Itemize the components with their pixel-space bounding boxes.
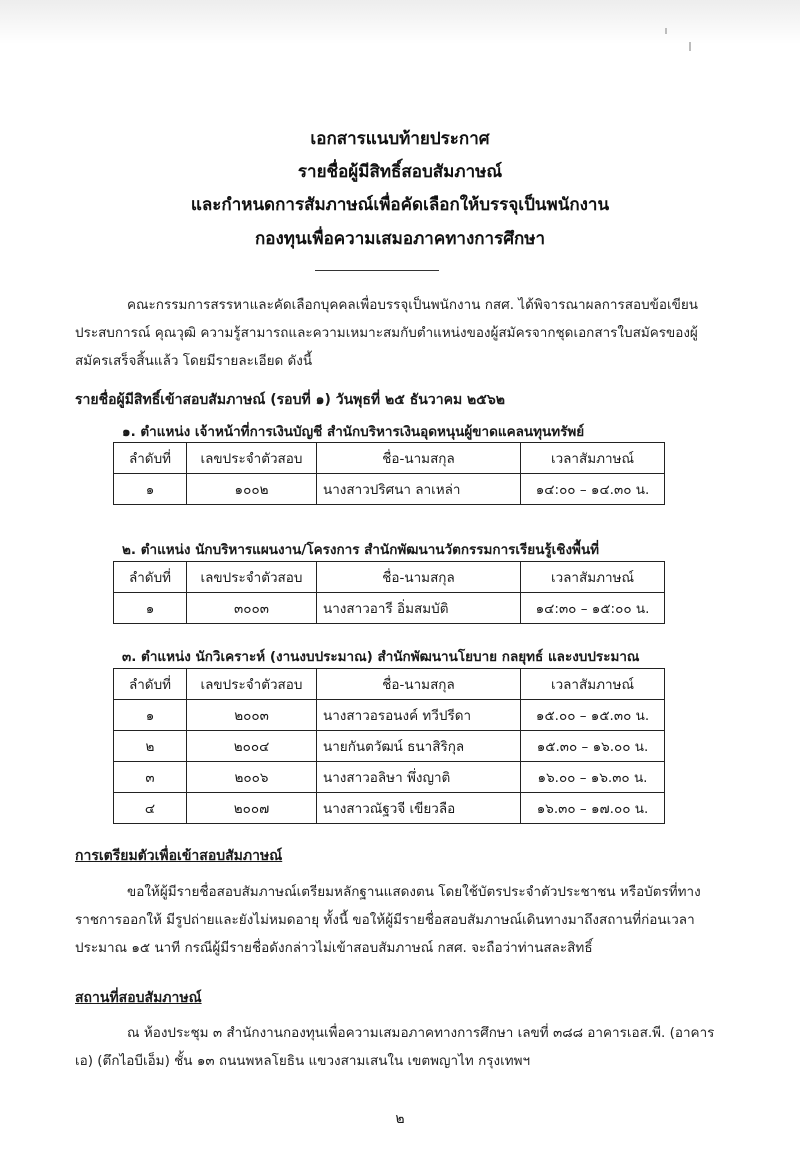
cell-order: ๔: [114, 793, 187, 824]
cell-exam-id: ๒๐๐๗: [187, 793, 317, 824]
header-exam-id: เลขประจำตัวสอบ: [187, 443, 317, 474]
header-time: เวลาสัมภาษณ์: [521, 669, 665, 700]
cell-exam-id: ๒๐๐๓: [187, 700, 317, 731]
cell-name: นายกันตวัฒน์ ธนาสิริกุล: [317, 731, 521, 762]
header-time: เวลาสัมภาษณ์: [521, 443, 665, 474]
title-line-4: กองทุนเพื่อความเสมอภาคทางการศึกษา: [254, 229, 546, 249]
cell-order: ๑: [114, 700, 187, 731]
cell-time: ๑๕.๓๐ – ๑๖.๐๐ น.: [521, 731, 665, 762]
header-name: ชื่อ-นามสกุล: [317, 669, 521, 700]
intro-paragraph: คณะกรรมการสรรหาและคัดเลือกบุคคลเพื่อบรรจุเป็นพนักงาน กสศ. ได้พิจารณาผลการสอบข้อเขียน ประสบการณ์ คุณวุฒิ ความรู้สามารถและความเหมาะสมกับตำแหน่งของผู้สมัครจากชุดเอกสารใบสมัครของผู้สมัครเสร็จสิ้นแล้ว โดยมีรายละเอียด ดังนี้: [75, 297, 699, 369]
cell-time: ๑๔:๐๐ – ๑๔.๓๐ น.: [521, 474, 665, 505]
title-line-2: รายชื่อผู้มีสิทธิ์สอบสัมภาษณ์: [297, 162, 503, 182]
header-time: เวลาสัมภาษณ์: [521, 562, 665, 593]
title-line-3: และกำหนดการสัมภาษณ์เพื่อคัดเลือกให้บรรจุเป็นพนักงาน: [190, 195, 610, 215]
scan-speck: [689, 42, 691, 51]
cell-order: ๑: [114, 593, 187, 624]
cell-name: นางสาวอารี อิ่มสมบัติ: [317, 593, 521, 624]
table-row: [114, 793, 665, 824]
cell-order: ๑: [114, 474, 187, 505]
cell-time: ๑๔:๓๐ – ๑๕:๐๐ น.: [521, 593, 665, 624]
table-row: [114, 700, 665, 731]
cell-exam-id: ๒๐๐๖: [187, 762, 317, 793]
header-order: ลำดับที่: [114, 562, 187, 593]
round-heading: รายชื่อผู้มีสิทธิ์เข้าสอบสัมภาษณ์ (รอบที่ ๑) วันพุธที่ ๒๕ ธันวาคม ๒๕๖๒: [75, 392, 505, 408]
page-number: ๒: [395, 1111, 405, 1127]
header-exam-id: เลขประจำตัวสอบ: [187, 669, 317, 700]
cell-name: นางสาวณัฐวจี เขียวลือ: [317, 793, 521, 824]
header-name: ชื่อ-นามสกุล: [317, 562, 521, 593]
cell-order: ๓: [114, 762, 187, 793]
scan-speck: [665, 28, 667, 34]
position-3-table: [113, 668, 665, 824]
cell-order: ๒: [114, 731, 187, 762]
cell-time: ๑๖.๐๐ – ๑๖.๓๐ น.: [521, 762, 665, 793]
cell-time: ๑๕.๐๐ – ๑๕.๓๐ น.: [521, 700, 665, 731]
table-header-row: [114, 562, 665, 593]
cell-exam-id: ๑๐๐๒: [187, 474, 317, 505]
cell-name: นางสาวอรอนงค์ ทวีปรีดา: [317, 700, 521, 731]
cell-exam-id: ๓๐๐๓: [187, 593, 317, 624]
table-row: [114, 731, 665, 762]
table-header-row: [114, 669, 665, 700]
position-1-table: [113, 442, 665, 505]
table-header-row: [114, 443, 665, 474]
position-2-heading: ๒. ตำแหน่ง นักบริหารแผนงาน/โครงการ สำนักพัฒนานวัตกรรมการเรียนรู้เชิงพื้นที่: [122, 542, 600, 558]
cell-name: นางสาวอลิษา พึ่งญาติ: [317, 762, 521, 793]
header-exam-id: เลขประจำตัวสอบ: [187, 562, 317, 593]
position-2-table: [113, 561, 665, 624]
title-divider: [315, 270, 439, 271]
title-line-1: เอกสารแนบท้ายประกาศ: [310, 129, 490, 149]
table-row: [114, 474, 665, 505]
table-row: [114, 762, 665, 793]
cell-time: ๑๖.๓๐ – ๑๗.๐๐ น.: [521, 793, 665, 824]
preparation-paragraph: ขอให้ผู้มีรายชื่อสอบสัมภาษณ์เตรียมหลักฐานแสดงตน โดยใช้บัตรประจำตัวประชาชน หรือบัตรที่ทางราชการออกให้ มีรูปถ่ายและยังไม่หมดอายุ ทั้งนี้ ขอให้ผู้มีรายชื่อสอบสัมภาษณ์เดินทางมาถึงสถานที่ก่อนเวลาประมาณ ๑๕ นาที กรณีผู้มีรายชื่อดังกล่าวไม่เข้าสอบสัมภาษณ์ กสศ. จะถือว่าท่านสละสิทธิ์: [75, 884, 701, 956]
position-1-heading: ๑. ตำแหน่ง เจ้าหน้าที่การเงินบัญชี สำนักบริหารเงินอุดหนุนผู้ขาดแคลนทุนทรัพย์: [122, 424, 585, 440]
header-order: ลำดับที่: [114, 443, 187, 474]
cell-exam-id: ๒๐๐๔: [187, 731, 317, 762]
table-row: [114, 593, 665, 624]
scan-shadow: [0, 0, 800, 44]
venue-heading: สถานที่สอบสัมภาษณ์: [75, 990, 202, 1006]
cell-name: นางสาวปริศนา ลาเหล่า: [317, 474, 521, 505]
preparation-heading: การเตรียมตัวเพื่อเข้าสอบสัมภาษณ์: [75, 848, 283, 864]
position-3-heading: ๓. ตำแหน่ง นักวิเคราะห์ (งานงบประมาณ) สำนักพัฒนานโยบาย กลยุทธ์ และงบประมาณ: [122, 649, 640, 665]
venue-paragraph: ณ ห้องประชุม ๓ สำนักงานกองทุนเพื่อความเสมอภาคทางการศึกษา เลขที่ ๓๘๘ อาคารเอส.พี. (อาคารเอ) (ตึกไอบีเอ็ม) ชั้น ๑๓ ถนนพหลโยธิน แขวงสามเสนใน เขตพญาไท กรุงเทพฯ: [75, 1025, 715, 1069]
header-order: ลำดับที่: [114, 669, 187, 700]
header-name: ชื่อ-นามสกุล: [317, 443, 521, 474]
